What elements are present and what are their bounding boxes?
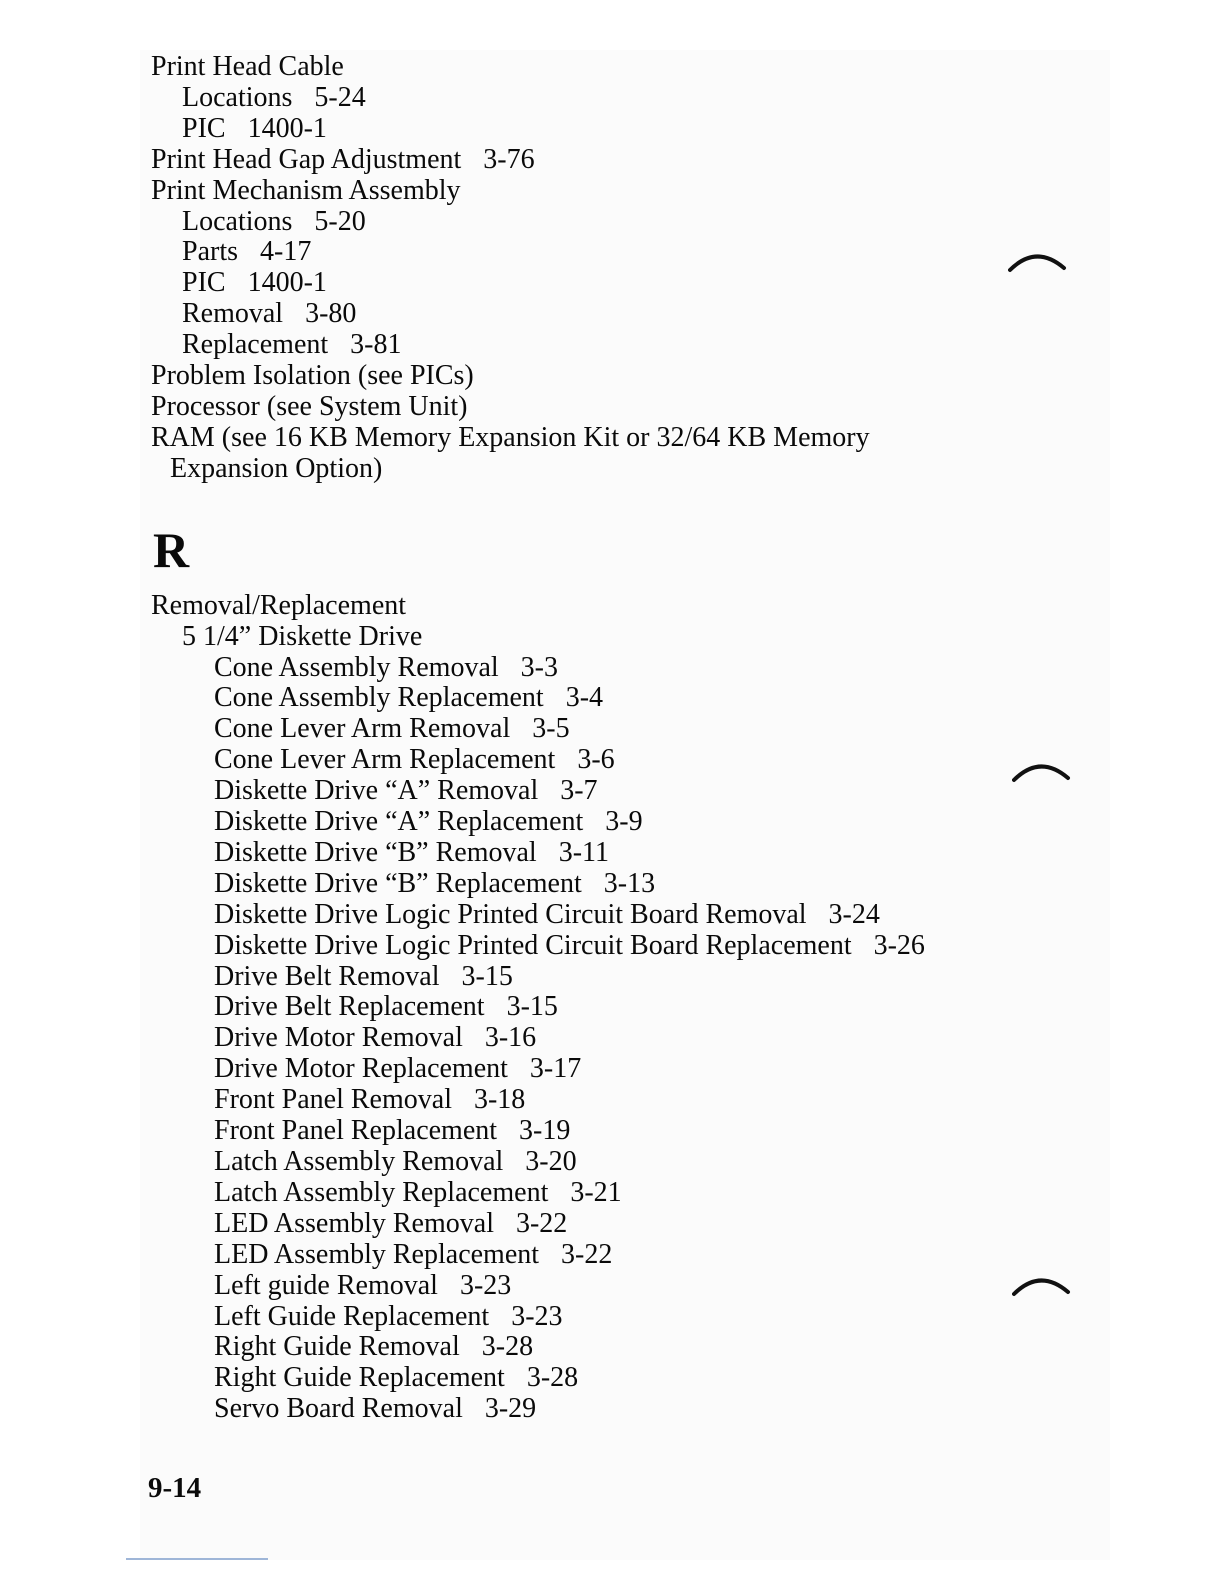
index-term: Locations — [182, 81, 293, 113]
index-entry — [151, 1085, 1051, 1116]
index-term: Servo Board Removal — [214, 1393, 463, 1425]
index-term: Drive Motor Replacement — [214, 1053, 508, 1085]
index-entry — [151, 423, 1051, 454]
index-page-ref: 3-28 — [481, 1331, 534, 1363]
index-entry — [151, 838, 1051, 869]
index-term: Latch Assembly Replacement — [214, 1176, 549, 1208]
index-entry — [151, 776, 1051, 807]
index-entry — [151, 992, 1051, 1023]
index-term: Replacement — [182, 329, 329, 361]
index-entry — [151, 1302, 1051, 1333]
index-entry — [151, 807, 1051, 838]
index-section-p — [151, 52, 1051, 485]
index-entry — [151, 1178, 1051, 1209]
page-number: 9-14 — [148, 1472, 202, 1504]
index-section-r — [151, 591, 1051, 1425]
index-entry — [151, 1363, 1051, 1394]
index-term: Diskette Drive “A” Replacement — [214, 806, 584, 838]
index-entry — [151, 1023, 1051, 1054]
index-term: LED Assembly Removal — [214, 1207, 494, 1239]
index-entry — [151, 52, 1051, 83]
index-page-ref: 1400-1 — [247, 267, 327, 299]
index-term: PIC — [182, 267, 226, 299]
index-page-ref: 3-22 — [515, 1207, 568, 1239]
index-page-ref: 1400-1 — [247, 112, 327, 144]
index-page-ref: 3-7 — [560, 775, 598, 807]
index-page-ref: 3-15 — [506, 991, 558, 1023]
index-entry — [151, 299, 1051, 330]
index-page-ref: 3-17 — [529, 1053, 582, 1085]
index-term: Diskette Drive “A” Removal — [214, 775, 539, 807]
index-entry — [151, 145, 1051, 176]
index-page-ref: 3-20 — [525, 1146, 577, 1177]
index-term: Right Guide Removal — [214, 1331, 460, 1363]
index-page-ref: 3-28 — [526, 1362, 579, 1394]
index-entry — [151, 1332, 1051, 1363]
index-term: Removal/Replacement — [151, 589, 407, 621]
binder-hole-mark-icon — [1012, 756, 1072, 784]
index-entry — [151, 1394, 1051, 1425]
index-term: Expansion Option) — [170, 452, 383, 484]
index-page-ref: 3-4 — [565, 682, 604, 714]
index-page-ref: 3-3 — [520, 651, 558, 683]
index-page-ref: 5-20 — [314, 205, 366, 237]
index-entry — [151, 207, 1051, 238]
binder-hole-mark-icon — [1012, 1270, 1072, 1298]
index-entry — [151, 237, 1051, 268]
index-page-ref: 3-80 — [305, 298, 357, 330]
index-page-ref: 3-76 — [483, 143, 535, 175]
index-entry — [151, 114, 1051, 145]
index-page-ref: 3-6 — [577, 744, 615, 776]
index-term: Cone Lever Arm Replacement — [214, 744, 556, 776]
index-entry — [151, 962, 1051, 993]
index-term: Print Head Gap Adjustment — [151, 143, 462, 175]
index-entry — [151, 714, 1051, 745]
index-term: Cone Assembly Replacement — [214, 682, 544, 714]
index-page-ref: 3-21 — [570, 1176, 622, 1208]
index-term: PIC — [182, 112, 226, 144]
index-entry — [151, 176, 1051, 207]
index-term: Drive Belt Removal — [214, 960, 440, 992]
index-entry — [151, 1116, 1051, 1147]
index-page-ref: 3-11 — [558, 836, 609, 868]
index-term: Drive Belt Replacement — [214, 991, 485, 1023]
scan-edge-line — [126, 1558, 268, 1560]
index-page-ref: 3-9 — [605, 806, 643, 838]
index-page-ref: 4-17 — [260, 236, 312, 268]
index-entry — [151, 392, 1051, 423]
index-entry — [151, 591, 1051, 622]
index-term: Cone Assembly Removal — [214, 651, 499, 683]
index-page-ref: 5-24 — [314, 81, 366, 113]
index-page-content — [151, 52, 1051, 1425]
index-term: Cone Lever Arm Removal — [214, 713, 511, 745]
index-page-ref: 3-22 — [561, 1238, 613, 1270]
binder-hole-mark-icon — [1008, 246, 1068, 274]
index-page-ref: 3-26 — [873, 929, 925, 961]
index-entry — [151, 1209, 1051, 1240]
index-entry — [151, 83, 1051, 114]
index-page-ref: 3-24 — [828, 898, 880, 930]
index-term: Print Mechanism Assembly — [151, 174, 461, 206]
index-term: Right Guide Replacement — [214, 1362, 505, 1394]
index-entry — [151, 683, 1051, 714]
index-entry — [151, 454, 1051, 485]
index-term: Parts — [182, 236, 238, 268]
index-entry — [151, 869, 1051, 900]
index-term: Problem Isolation (see PICs) — [151, 360, 474, 392]
index-term: Latch Assembly Removal — [214, 1146, 504, 1177]
index-term: Removal — [182, 298, 284, 330]
index-entry — [151, 931, 1051, 962]
index-page-ref: 3-13 — [603, 867, 656, 899]
index-entry — [151, 268, 1051, 299]
index-term: Drive Motor Removal — [214, 1022, 463, 1054]
index-entry — [151, 1240, 1051, 1271]
index-entry — [151, 745, 1051, 776]
index-term: Locations — [182, 205, 293, 237]
index-page-ref: 3-23 — [511, 1300, 563, 1332]
index-page-ref: 3-16 — [484, 1022, 537, 1054]
index-term: Diskette Drive “B” Removal — [214, 836, 537, 868]
index-page-ref: 3-19 — [519, 1115, 571, 1147]
index-term: Processor (see System Unit) — [151, 390, 468, 422]
index-term: Front Panel Removal — [214, 1084, 452, 1116]
index-term: Front Panel Replacement — [214, 1115, 498, 1147]
index-term: Left Guide Replacement — [214, 1300, 490, 1332]
index-page-ref: 3-23 — [459, 1269, 512, 1301]
index-page-ref: 3-15 — [461, 960, 513, 992]
index-term: Diskette Drive Logic Printed Circuit Board Replacement — [214, 929, 852, 961]
index-entry — [151, 622, 1051, 653]
index-term: Diskette Drive Logic Printed Circuit Board Removal — [214, 898, 807, 930]
index-entry — [151, 1054, 1051, 1085]
index-entry — [151, 653, 1051, 684]
index-term: 5 1/4” Diskette Drive — [182, 620, 423, 652]
index-page-ref: 3-5 — [532, 713, 570, 745]
index-page-ref: 3-18 — [473, 1084, 526, 1116]
index-page-ref: 3-29 — [484, 1393, 537, 1425]
index-term: LED Assembly Replacement — [214, 1238, 540, 1270]
index-term: Print Head Cable — [151, 51, 344, 82]
index-entry — [151, 361, 1051, 392]
index-entry — [151, 1147, 1051, 1178]
index-entry — [151, 1271, 1051, 1302]
index-entry — [151, 330, 1051, 361]
index-term: RAM (see 16 KB Memory Expansion Kit or 32/64 KB Memory — [151, 421, 870, 453]
index-entry — [151, 900, 1051, 931]
section-letter-heading: R — [153, 521, 190, 578]
index-page-ref: 3-81 — [350, 329, 402, 361]
index-term: Diskette Drive “B” Replacement — [214, 867, 582, 899]
index-term: Left guide Removal — [214, 1269, 438, 1301]
